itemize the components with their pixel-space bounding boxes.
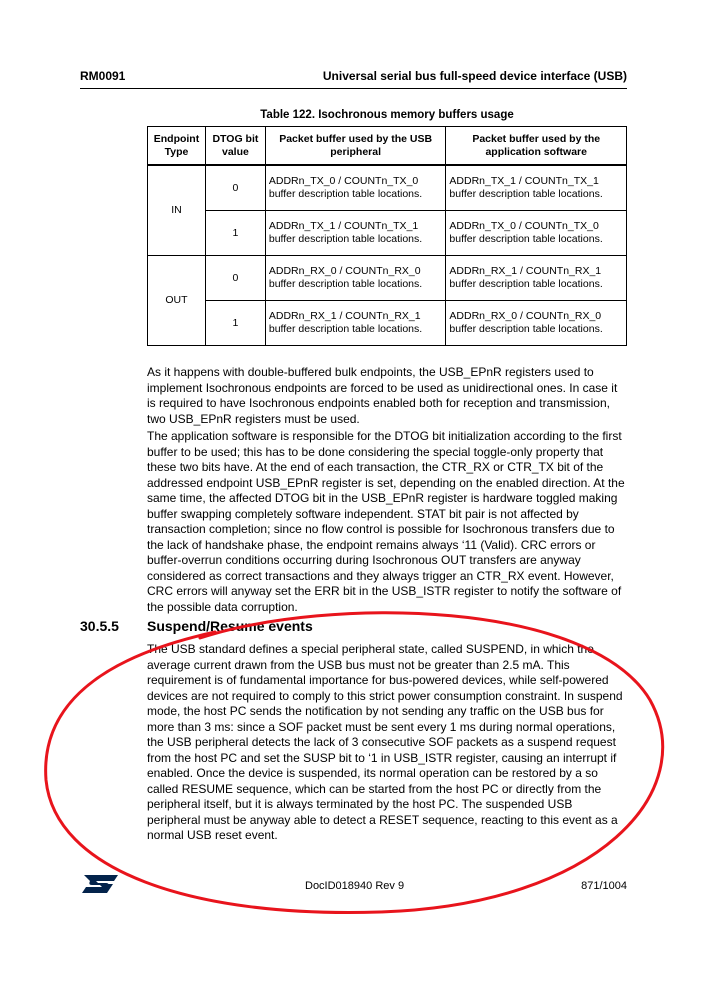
column-header: Endpoint Type xyxy=(148,127,206,166)
usb-buffer-cell: ADDRn_RX_1 / COUNTn_RX_1 buffer description table locations. xyxy=(265,301,446,346)
app-buffer-cell: ADDRn_RX_1 / COUNTn_RX_1 buffer description table locations. xyxy=(446,256,627,301)
paragraph-unidirectional: As it happens with double-buffered bulk endpoints, the USB_EPnR registers used to implement Isochronous endpoints are forced to be used as unidirectional ones. In case it is required to have Isochronous endpoints enabled both for reception and transmission, two USB_EPnR registers must be used. xyxy=(147,365,618,426)
column-header: Packet buffer used by the application software xyxy=(446,127,627,166)
app-buffer-cell: ADDRn_TX_1 / COUNTn_TX_1 buffer description table locations. xyxy=(446,165,627,211)
usb-buffer-cell: ADDRn_RX_0 / COUNTn_RX_0 buffer description table locations. xyxy=(265,256,446,301)
doc-code: RM0091 xyxy=(80,69,126,83)
dtog-cell: 1 xyxy=(205,301,265,346)
table-caption: Table 122. Isochronous memory buffers usage xyxy=(260,109,514,121)
header-divider xyxy=(80,88,627,89)
dtog-cell: 0 xyxy=(205,165,265,211)
endpoint-type-cell: OUT xyxy=(148,256,206,346)
endpoint-type-cell: IN xyxy=(148,165,206,256)
isochronous-buffers-table xyxy=(147,126,627,346)
usb-buffer-cell: ADDRn_TX_1 / COUNTn_TX_1 buffer description table locations. xyxy=(265,211,446,256)
column-header: DTOG bit value xyxy=(205,127,265,166)
table-row xyxy=(148,165,627,211)
app-buffer-cell: ADDRn_TX_0 / COUNTn_TX_0 buffer description table locations. xyxy=(446,211,627,256)
section-number: 30.5.5 xyxy=(80,618,119,634)
doc-title: Universal serial bus full-speed device interface (USB) xyxy=(322,69,627,83)
dtog-cell: 1 xyxy=(205,211,265,256)
column-header: Packet buffer used by the USB peripheral xyxy=(265,127,446,166)
table-row xyxy=(148,301,627,346)
table-header-row xyxy=(148,127,627,166)
st-logo-icon xyxy=(80,873,120,895)
paragraph-suspend: The USB standard defines a special peripheral state, called SUSPEND, in which the average current drawn from the USB bus must not be greater than 2.5 mA. This requirement is of fundamental importance for bus-powered devices, while self-powered devices are not required to comply to this strict power consumption constraint. In suspend mode, the host PC sends the notification by not sending any traffic on the USB bus for more than 3 ms: since a SOF packet must be sent every 1 ms during normal operations, the USB peripheral detects the lack of 3 consecutive SOF packets as a suspend request from the host PC and set the SUSP bit to ‘1 in USB_ISTR register, causing an interrupt if enabled. Once the device is suspended, its normal operation can be restored by a so called RESUME sequence, which can be started from the host PC or directly from the peripheral itself, but it is always terminated by the host PC. The suspended USB peripheral must be anyway able to detect a RESET sequence, reacting to this event as a normal USB reset event. xyxy=(147,642,623,842)
table-row xyxy=(148,211,627,256)
table-row xyxy=(148,256,627,301)
section-title: Suspend/Resume events xyxy=(147,618,313,634)
footer-doc-id: DocID018940 Rev 9 xyxy=(305,880,405,892)
dtog-cell: 0 xyxy=(205,256,265,301)
paragraph-dtog: The application software is responsible for the DTOG bit initialization according to the first buffer to be used; this has to be done considering the special toggle-only property that these two bits have. At the end of each transaction, the CTR_RX or CTR_TX bit of the addressed endpoint USB_EPnR register is set, depending on the enabled direction. At the same time, the affected DTOG bit in the USB_EPnR register is hardware toggled making buffer swapping completely software independent. STAT bit pair is not affected by transaction completion; since no flow control is possible for Isochronous transfers due to the lack of handshake phase, the endpoint remains always ‘11 (Valid). CRC errors or buffer-overrun conditions occurring during Isochronous OUT transfers are anyway considered as correct transactions and they always trigger an CTR_RX event. However, CRC errors will anyway set the ERR bit in the USB_ISTR register to notify the software of the possible data corruption. xyxy=(147,429,625,614)
app-buffer-cell: ADDRn_RX_0 / COUNTn_RX_0 buffer description table locations. xyxy=(446,301,627,346)
footer-page-number: 871/1004 xyxy=(581,880,627,892)
usb-buffer-cell: ADDRn_TX_0 / COUNTn_TX_0 buffer description table locations. xyxy=(265,165,446,211)
